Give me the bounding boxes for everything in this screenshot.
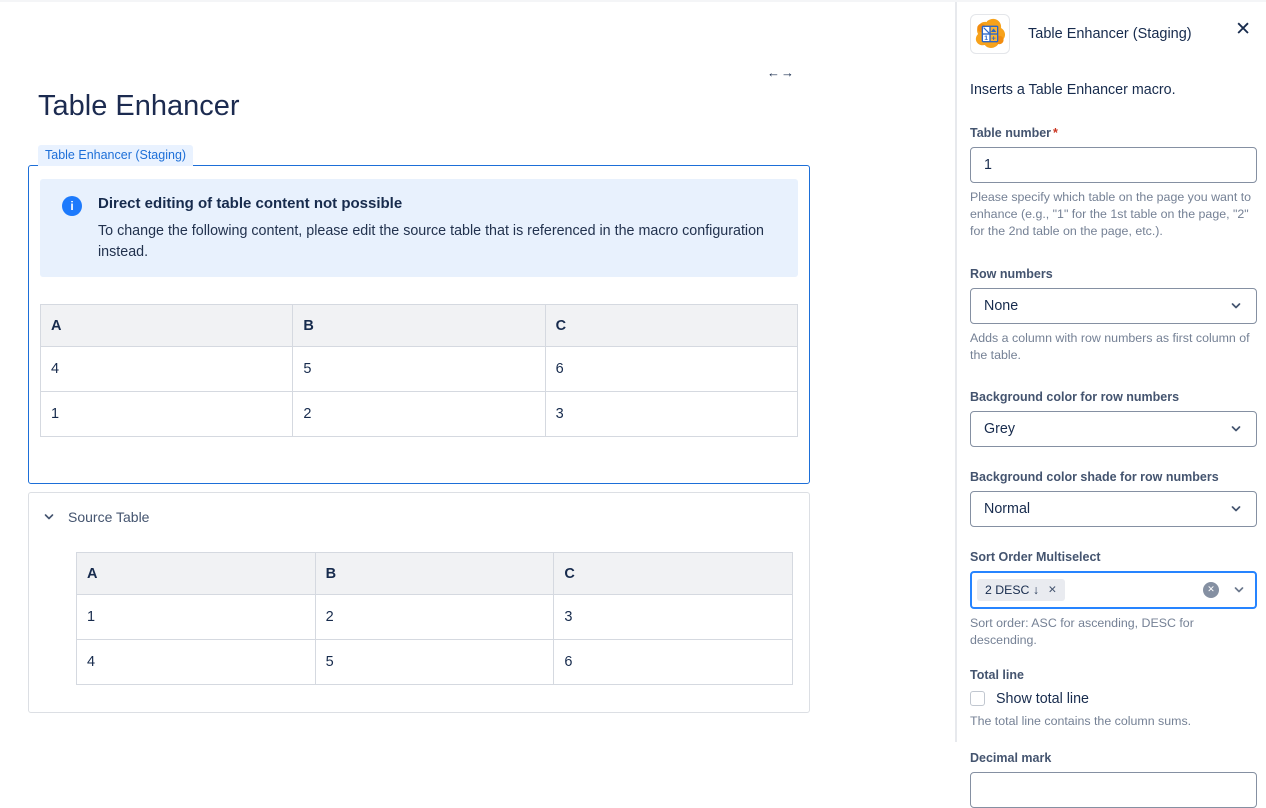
table-cell: 2 bbox=[293, 392, 545, 437]
info-alert-text bbox=[98, 195, 778, 262]
sort-order-chip bbox=[977, 579, 1065, 601]
total-line-checkbox-row bbox=[970, 691, 1257, 707]
table-cell[interactable]: 3 bbox=[554, 595, 793, 640]
svg-text:+: + bbox=[991, 33, 996, 43]
table-cell: 1 bbox=[41, 392, 293, 437]
sort-order-label: Sort Order Multiselect bbox=[970, 549, 1101, 564]
table-header-cell[interactable]: C bbox=[554, 553, 793, 595]
source-table-title: Source Table bbox=[68, 509, 150, 526]
row-numbers-select[interactable] bbox=[970, 288, 1257, 324]
bg-shade-label: Background color shade for row numbers bbox=[970, 469, 1219, 484]
table-cell: 5 bbox=[293, 347, 545, 392]
arrow-right-icon: → bbox=[781, 65, 795, 80]
field-table-number bbox=[970, 126, 1257, 240]
chevron-down-icon bbox=[1229, 422, 1243, 436]
field-row-numbers bbox=[970, 267, 1257, 364]
table-header-cell: B bbox=[293, 305, 545, 347]
chevron-down-icon bbox=[1229, 502, 1243, 516]
table-header-row bbox=[77, 553, 793, 595]
table-cell[interactable]: 4 bbox=[77, 640, 316, 685]
table-enhancer-macro-icon bbox=[970, 14, 1010, 54]
bg-color-label: Background color for row numbers bbox=[970, 389, 1180, 404]
bg-color-select[interactable] bbox=[970, 411, 1257, 447]
source-table-section bbox=[28, 492, 810, 713]
table-row bbox=[77, 640, 793, 685]
table-row bbox=[41, 347, 798, 392]
row-numbers-label: Row numbers bbox=[970, 267, 1053, 282]
chip-remove-icon[interactable]: ✕ bbox=[1048, 583, 1057, 596]
bg-color-value: Grey bbox=[984, 420, 1015, 437]
chevron-down-icon bbox=[43, 511, 55, 523]
macro-preview-body[interactable] bbox=[28, 165, 810, 484]
table-number-input[interactable] bbox=[970, 147, 1257, 183]
info-icon: i bbox=[62, 196, 82, 216]
table-header-cell[interactable]: B bbox=[315, 553, 554, 595]
field-bg-color bbox=[970, 390, 1257, 447]
info-alert-body: To change the following content, please edit the source table that is referenced in the macro configuration instead. bbox=[98, 223, 765, 260]
show-total-line-checkbox[interactable] bbox=[970, 691, 985, 706]
svg-text:1: 1 bbox=[984, 35, 989, 43]
chevron-down-icon bbox=[1229, 299, 1243, 313]
field-total-line bbox=[970, 668, 1257, 730]
table-number-label-text: Table number bbox=[970, 126, 1052, 140]
clear-all-icon[interactable]: ✕ bbox=[1203, 582, 1219, 598]
panel-header bbox=[970, 14, 1257, 54]
total-line-help: The total line contains the column sums. bbox=[970, 713, 1192, 728]
macro-block bbox=[28, 145, 810, 713]
table-number-help: Please specify which table on the page you want to enhance (e.g., "1" for the 1st table on the page, "2" for the 2nd table on the page, etc.). bbox=[970, 190, 1252, 239]
editor-content-area bbox=[0, 2, 955, 742]
enhanced-table bbox=[40, 304, 798, 437]
field-bg-shade bbox=[970, 470, 1257, 527]
source-table bbox=[76, 552, 793, 685]
close-panel-button[interactable]: ✕ bbox=[1231, 18, 1255, 41]
source-table-toggle[interactable] bbox=[43, 509, 149, 525]
panel-title: Table Enhancer (Staging) bbox=[1028, 26, 1192, 42]
row-numbers-value: None bbox=[984, 298, 1019, 315]
info-alert-title: Direct editing of table content not possible bbox=[98, 195, 403, 212]
bg-shade-value: Normal bbox=[984, 500, 1031, 517]
sort-order-multiselect[interactable] bbox=[970, 571, 1257, 609]
table-number-label bbox=[970, 126, 1257, 140]
required-asterisk: * bbox=[1053, 126, 1058, 140]
macro-description: Inserts a Table Enhancer macro. bbox=[970, 82, 1176, 98]
row-numbers-help: Adds a column with row numbers as first column of the table. bbox=[970, 331, 1250, 363]
table-cell[interactable]: 5 bbox=[315, 640, 554, 685]
decimal-mark-label: Decimal mark bbox=[970, 750, 1052, 765]
table-row bbox=[77, 595, 793, 640]
table-header-row bbox=[41, 305, 798, 347]
field-sort-order bbox=[970, 550, 1257, 649]
table-cell: 6 bbox=[545, 347, 797, 392]
show-total-line-label[interactable]: Show total line bbox=[996, 690, 1089, 707]
table-header-cell: A bbox=[41, 305, 293, 347]
sort-order-help: Sort order: ASC for ascending, DESC for descending. bbox=[970, 615, 1194, 647]
total-line-label: Total line bbox=[970, 667, 1024, 682]
chevron-down-icon[interactable] bbox=[1232, 583, 1246, 597]
sort-order-chip-text: 2 DESC ↓ bbox=[985, 582, 1039, 597]
page-title[interactable]: Table Enhancer bbox=[38, 90, 240, 122]
table-cell[interactable]: 1 bbox=[77, 595, 316, 640]
table-cell: 4 bbox=[41, 347, 293, 392]
editor-width-resize-icon[interactable] bbox=[767, 65, 795, 80]
table-row bbox=[41, 392, 798, 437]
table-cell: 3 bbox=[545, 392, 797, 437]
macro-name-badge: Table Enhancer (Staging) bbox=[38, 145, 193, 166]
table-header-cell: C bbox=[545, 305, 797, 347]
table-header-cell[interactable]: A bbox=[77, 553, 316, 595]
decimal-mark-select[interactable] bbox=[970, 772, 1257, 808]
info-alert bbox=[40, 179, 798, 277]
arrow-left-icon: ← bbox=[767, 65, 781, 80]
bg-shade-select[interactable] bbox=[970, 491, 1257, 527]
table-cell[interactable]: 2 bbox=[315, 595, 554, 640]
macro-config-panel bbox=[955, 2, 1266, 765]
field-decimal-mark bbox=[970, 751, 1257, 808]
table-cell[interactable]: 6 bbox=[554, 640, 793, 685]
